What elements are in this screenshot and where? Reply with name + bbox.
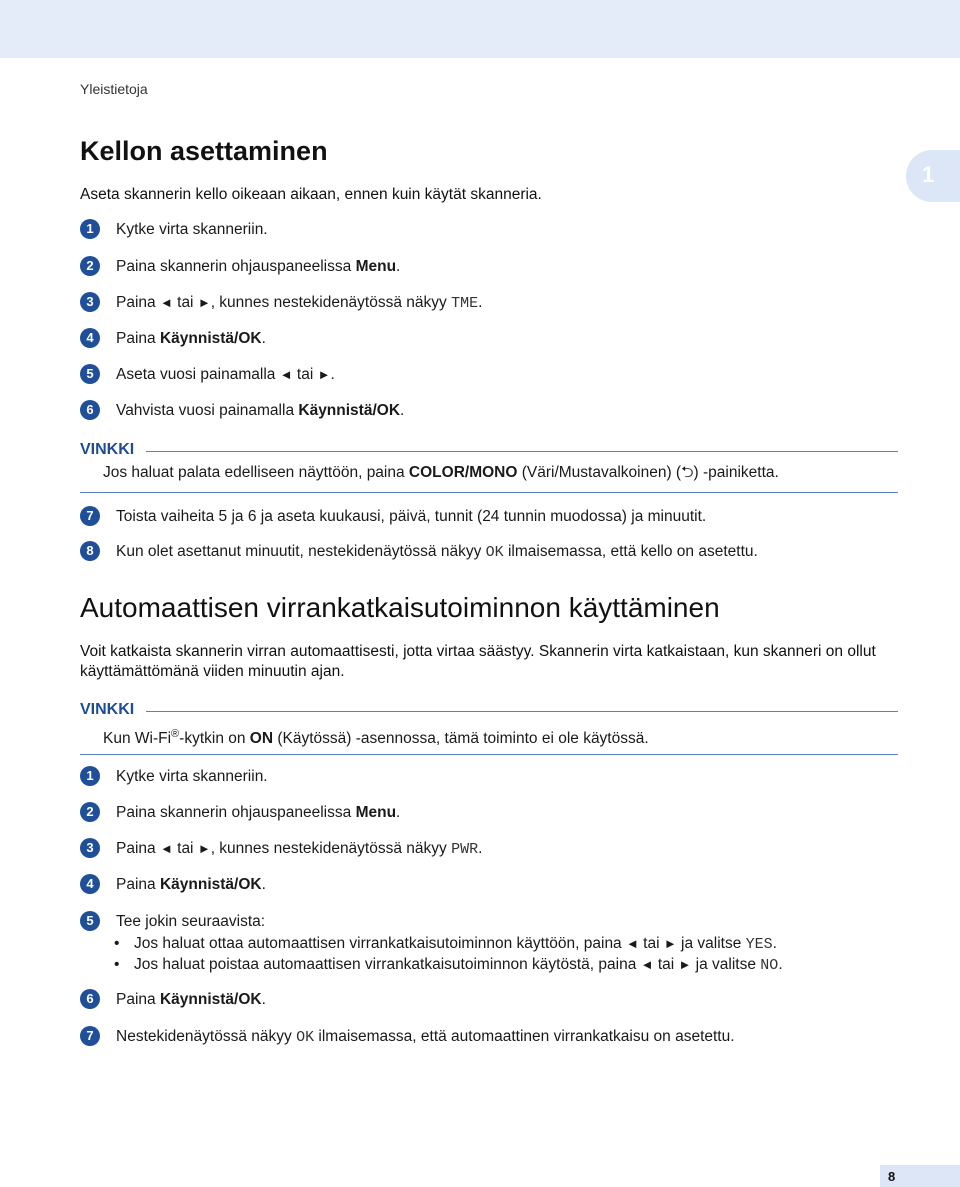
- step-6: 6 Paina Käynnistä/OK.: [80, 989, 266, 1011]
- step-number: 5: [80, 911, 100, 931]
- running-header: Yleistietoja: [80, 81, 148, 97]
- right-arrow-icon: ►: [678, 957, 692, 972]
- step-5: 5 Aseta vuosi painamalla ◄ tai ►.: [80, 364, 335, 386]
- step-6: 6 Vahvista vuosi painamalla Käynnistä/OK.: [80, 400, 404, 422]
- step-number: 2: [80, 802, 100, 822]
- step-7: 7 Toista vaiheita 5 ja 6 ja aseta kuukausi, päivä, tunnit (24 tunnin muodossa) ja minuutit.: [80, 506, 706, 528]
- step-number: 1: [80, 766, 100, 786]
- top-band: [0, 0, 960, 58]
- section-intro-autopower: Voit katkaista skannerin virran automaattisesti, jotta virtaa säästyy. Skannerin virta katkaistaan, kun skanneri on ollut käyttämättömänä viiden minuutin ajan.: [80, 643, 876, 680]
- step-number: 6: [80, 989, 100, 1009]
- note-text: Kun Wi-Fi®-kytkin on ON (Käytössä) -asennossa, tämä toiminto ei ole käytössä.: [103, 728, 649, 748]
- section-title-clock: Kellon asettaminen: [80, 136, 328, 166]
- step-number: 4: [80, 328, 100, 348]
- step-number: 8: [80, 541, 100, 561]
- step-1: 1 Kytke virta skanneriin.: [80, 766, 268, 788]
- right-arrow-icon: ►: [317, 367, 331, 382]
- note-text: Jos haluat palata edelliseen näyttöön, paina COLOR/MONO (Väri/Mustavalkoinen) (⮌) -painiketta.: [103, 464, 779, 481]
- step-number: 6: [80, 400, 100, 420]
- note-header: [80, 701, 898, 721]
- step-3: 3 Paina ◄ tai ►, kunnes nestekidenäytössä näkyy PWR.: [80, 838, 482, 860]
- left-arrow-icon: ◄: [626, 936, 639, 951]
- note-label: VINKKI: [80, 441, 146, 459]
- note-rule: [80, 451, 898, 452]
- step-number: 2: [80, 256, 100, 276]
- section-title-autopower: Automaattisen virrankatkaisutoiminnon käyttäminen: [80, 592, 720, 623]
- step-2: 2 Paina skannerin ohjauspaneelissa Menu.: [80, 802, 400, 824]
- step-5: 5 Tee jokin seuraavista:: [80, 911, 265, 933]
- step-3: 3 Paina ◄ tai ►, kunnes nestekidenäytössä näkyy TME.: [80, 292, 482, 314]
- bullet-item: • Jos haluat ottaa automaattisen virrankatkaisutoiminnon käyttöön, paina ◄ tai ► ja valitse YES.: [116, 934, 777, 955]
- step-2: 2 Paina skannerin ohjauspaneelissa Menu.: [80, 256, 400, 278]
- left-arrow-icon: ◄: [159, 295, 173, 310]
- note-header: [80, 441, 898, 461]
- chapter-number: 1: [922, 162, 935, 187]
- step-4: 4 Paina Käynnistä/OK.: [80, 328, 266, 350]
- step-1: 1 Kytke virta skanneriin.: [80, 219, 268, 241]
- section-intro-clock: Aseta skannerin kello oikeaan aikaan, ennen kuin käytät skanneria.: [80, 186, 542, 203]
- right-arrow-icon: ►: [197, 295, 211, 310]
- note-label: VINKKI: [80, 701, 146, 719]
- chapter-tab: [906, 150, 960, 202]
- step-number: 3: [80, 838, 100, 858]
- back-arrow-icon: ⮌: [681, 464, 694, 481]
- right-arrow-icon: ►: [197, 841, 211, 856]
- step-number: 4: [80, 874, 100, 894]
- step-8: 8 Kun olet asettanut minuutit, nestekidenäytössä näkyy OK ilmaisemassa, että kello on asetettu.: [80, 541, 758, 563]
- step-7: 7 Nestekidenäytössä näkyy OK ilmaisemassa, että automaattinen virrankatkaisu on asetettu.: [80, 1026, 735, 1048]
- note-end-rule: [80, 492, 898, 493]
- step-number: 5: [80, 364, 100, 384]
- step-number: 3: [80, 292, 100, 312]
- note-rule: [80, 711, 898, 712]
- note-end-rule: [80, 754, 898, 755]
- step-number: 7: [80, 1026, 100, 1046]
- step-number: 7: [80, 506, 100, 526]
- bullet-item: • Jos haluat poistaa automaattisen virrankatkaisutoiminnon käytöstä, paina ◄ tai ► ja valitse NO.: [116, 955, 783, 976]
- left-arrow-icon: ◄: [279, 367, 293, 382]
- page-number: 8: [888, 1169, 896, 1184]
- step-number: 1: [80, 219, 100, 239]
- right-arrow-icon: ►: [663, 936, 677, 951]
- step-4: 4 Paina Käynnistä/OK.: [80, 874, 266, 896]
- left-arrow-icon: ◄: [159, 841, 173, 856]
- left-arrow-icon: ◄: [640, 957, 654, 972]
